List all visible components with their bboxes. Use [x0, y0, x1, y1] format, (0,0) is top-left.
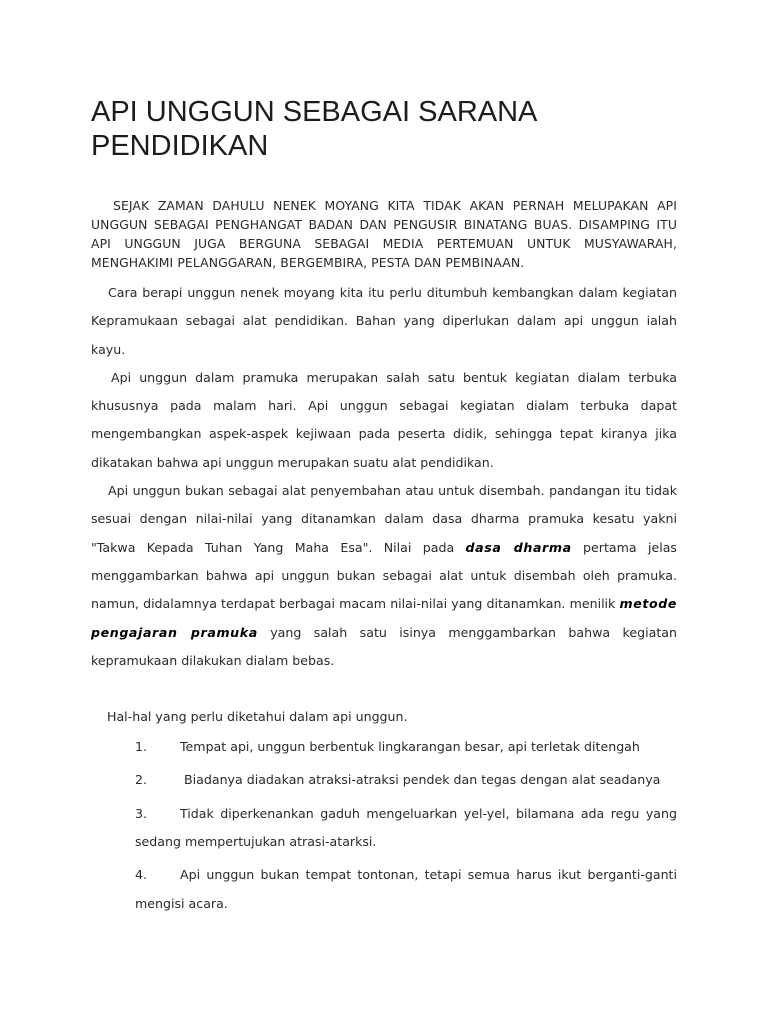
numbered-list [135, 733, 677, 918]
emphasis-metode-pengajaran: metode pengajaran pramuka [91, 596, 677, 640]
paragraph-2: Api unggun dalam pramuka merupakan salah satu bentuk kegiatan dialam terbuka khususnya pada malam hari. Api unggun sebagai kegiatan dialam terbuka dapat mengembangkan aspek-aspek kejiwaan pada peserta didik, sehingga tepat kiranya jika dikatakan bahwa api unggun merupakan suatu alat pendidikan. [91, 369, 677, 470]
paragraph-3 [91, 477, 677, 675]
list-item [135, 733, 677, 761]
paragraph-3-text-3: yang salah satu isinya menggambarkan bahwa kegiatan kepramukaan dilakukan dialam bebas. [91, 624, 677, 668]
list-item [135, 766, 677, 794]
list-item-number: 1. [135, 739, 148, 755]
intro-paragraph: SEJAK ZAMAN DAHULU NENEK MOYANG KITA TIDAK AKAN PERNAH MELUPAKAN API UNGGUN SEBAGAI PENGHANGAT BADAN DAN PENGUSIR BINATANG BUAS. DISAMPING ITU API UNGGUN JUGA BERGUNA SEBAGAI MEDIA PERTEMUAN UNTUK MUSYAWARAH, MENGHAKIMI PELANGGARAN, BERGEMBIRA, PESTA DAN PEMBINAAN. [91, 198, 677, 270]
document-title [91, 95, 677, 163]
list-item-text: Tidak diperkenankan gaduh mengeluarkan yel-yel, bilamana ada regu yang sedang mempertujukan atrasi-atarksi. [135, 805, 677, 850]
emphasis-dasa-dharma: dasa dharma [465, 539, 572, 555]
list-item-text: Biadanya diadakan atraksi-atraksi pendek dan tegas dengan alat seadanya [180, 772, 661, 788]
list-item [135, 861, 677, 918]
list-item-number: 3. [135, 805, 148, 821]
list-item [135, 800, 677, 857]
title-line-1: API UNGGUN SEBAGAI SARANA [91, 96, 538, 128]
list-item-text: Api unggun bukan tempat tontonan, tetapi semua harus ikut berganti-ganti mengisi acara. [135, 867, 677, 911]
list-item-number: 4. [135, 867, 148, 883]
paragraph-3-text-2: pertama jelas menggambarkan bahwa api unggun bukan sebagai alat untuk disembah oleh pramuka. namun, didalamnya terdapat berbagai macam nilai-nilai yang ditanamkan. menilik [91, 539, 677, 612]
paragraph-1: Cara berapi unggun nenek moyang kita itu perlu ditumbuh kembangkan dalam kegiatan Kepramukaan sebagai alat pendidikan. Bahan yang diperlukan dalam api unggun ialah kayu. [91, 285, 677, 357]
list-item-text: Tempat api, unggun berbentuk lingkarangan besar, api terletak ditengah [180, 739, 640, 755]
list-item-number: 2. [135, 772, 148, 788]
document-page [91, 95, 677, 918]
paragraph-3-text-1: Api unggun bukan sebagai alat penyembahan atau untuk disembah. pandangan itu tidak sesuai dengan nilai-nilai yang ditanamkan dalam dasa dharma pramuka kesatu yakni "Takwa Kepada Tuhan Yang Maha Esa". Nilai pada [91, 483, 677, 555]
list-heading: Hal-hal yang perlu diketahui dalam api unggun. [107, 709, 408, 725]
title-line-2: PENDIDIKAN [91, 130, 269, 162]
